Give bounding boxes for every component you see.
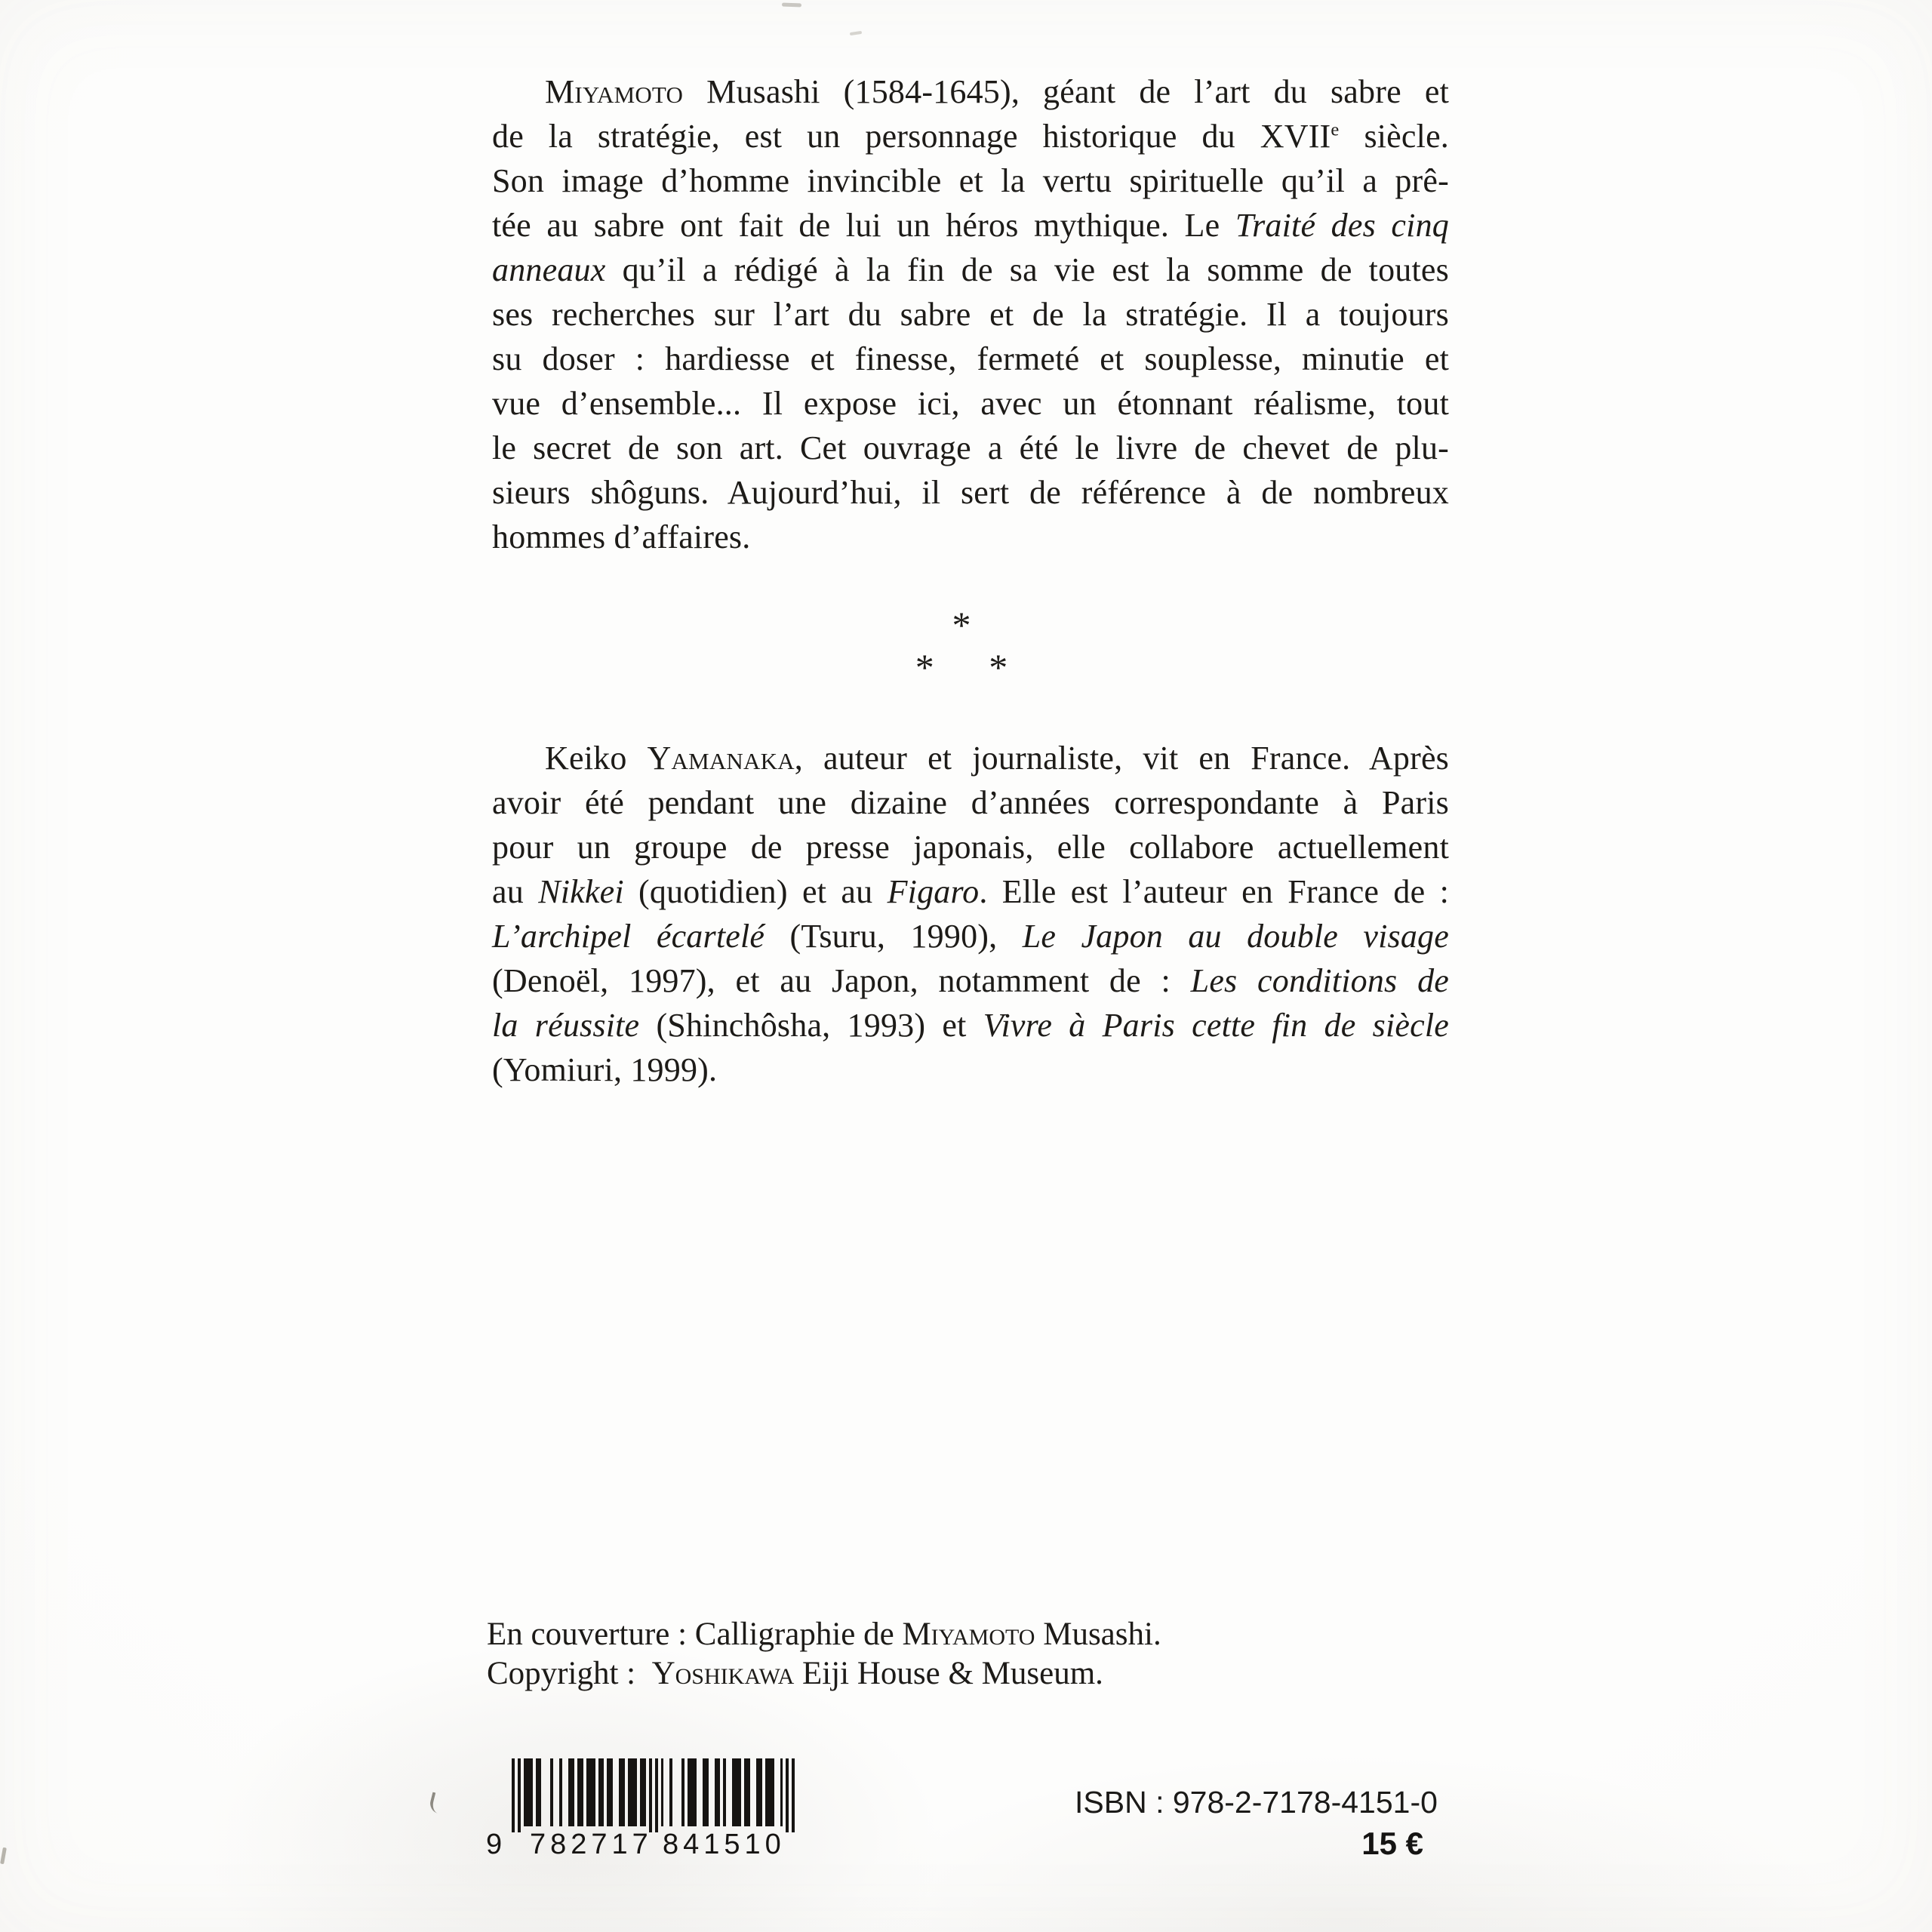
text-segment: Les conditions de <box>1190 962 1449 999</box>
asterisk: * <box>915 646 934 688</box>
barcode-bar <box>568 1758 574 1826</box>
scan-artifact <box>850 31 862 35</box>
barcode-bar <box>655 1758 658 1832</box>
text-line <box>492 470 1449 515</box>
text-line <box>492 158 1449 203</box>
barcode-bar <box>512 1758 515 1832</box>
text-segment: , auteur et journaliste, vit en France. Après <box>794 740 1449 777</box>
separator-row-bottom <box>483 646 1440 688</box>
text-segment: Yoshikawa <box>651 1656 795 1691</box>
text-line <box>492 426 1449 470</box>
text-segment: su doser : hardiesse et finesse, fermeté et souplesse, minutie et <box>492 340 1449 377</box>
text-segment: e <box>1331 119 1340 140</box>
barcode-bar <box>688 1758 697 1826</box>
barcode-bar <box>786 1758 789 1832</box>
text-segment: ses recherches sur l’art du sabre et de la stratégie. Il a toujours <box>492 296 1449 333</box>
text-segment: (Yomiuri, 1999). <box>492 1051 718 1088</box>
text-segment: . Elle est l’auteur en France de : <box>979 873 1450 910</box>
isbn-label: ISBN : 978-2-7178-4151-0 <box>1075 1785 1438 1820</box>
barcode-bar <box>628 1758 637 1826</box>
text-segment: tée au sabre ont fait de lui un héros mythique. Le <box>492 207 1235 244</box>
barcode-bar <box>744 1758 750 1826</box>
barcode-bar <box>619 1758 625 1826</box>
barcode-bar <box>586 1758 595 1826</box>
text-segment: sieurs shôguns. Aujourd’hui, il sert de référence à de nombreux <box>492 474 1449 511</box>
text-segment: Vivre à Paris cette fin de siècle <box>983 1007 1449 1044</box>
barcode-bar <box>649 1758 652 1832</box>
text-line <box>492 292 1449 337</box>
asterisk: * <box>989 646 1008 688</box>
barcode-bar <box>715 1758 721 1826</box>
barcode-bar <box>681 1758 685 1826</box>
text-segment: En couverture : Calligraphie de <box>487 1617 903 1652</box>
barcode-bars <box>512 1758 795 1832</box>
text-segment: L’archipel écartelé <box>492 918 765 955</box>
barcode-bar <box>518 1758 521 1832</box>
barcode-digits-right: 841510 <box>663 1829 786 1860</box>
text-segment: Keiko <box>545 740 648 777</box>
text-segment: au <box>492 873 539 910</box>
text-line <box>492 780 1449 825</box>
text-line <box>492 381 1449 426</box>
text-line <box>487 1654 1543 1694</box>
text-segment: anneaux <box>492 251 606 288</box>
text-segment: pour un groupe de presse japonais, elle collabore actuellement <box>492 829 1449 866</box>
barcode-bar <box>732 1758 741 1826</box>
asterisk: * <box>952 604 971 646</box>
text-line <box>492 869 1449 914</box>
barcode-bar <box>661 1758 664 1826</box>
text-line <box>492 515 1449 559</box>
text-line <box>492 248 1449 292</box>
text-segment: vue d’ensemble... Il expose ici, avec un étonnant réalisme, tout <box>492 385 1449 422</box>
barcode-bar <box>524 1758 533 1826</box>
ean13-barcode <box>486 1758 795 1860</box>
barcode-bar <box>765 1758 774 1826</box>
text-segment: hommes d’affaires. <box>492 518 751 555</box>
text-segment: qu’il a rédigé à la fin de sa vie est la somme de toutes <box>605 251 1449 288</box>
barcode-bar <box>598 1758 605 1826</box>
price-label: 15 € <box>1361 1826 1423 1861</box>
scan-artifact <box>428 1792 445 1814</box>
text-segment: Musashi (1584-1645), géant de l’art du sabre et <box>683 73 1449 110</box>
text-segment: siècle. <box>1339 118 1449 155</box>
text-line <box>492 1003 1449 1048</box>
scan-artifact <box>782 3 801 8</box>
text-line <box>492 1048 1449 1092</box>
text-segment: Le Japon au double visage <box>1022 918 1449 955</box>
text-segment: Figaro <box>887 873 980 910</box>
barcode-digits-left: 782717 <box>530 1829 653 1860</box>
about-musashi-paragraph <box>492 69 1449 559</box>
text-segment: la réussite <box>492 1007 640 1044</box>
text-line <box>492 958 1449 1003</box>
separator-row-top <box>483 604 1440 646</box>
text-segment: (Tsuru, 1990), <box>764 918 1023 955</box>
text-line <box>492 69 1449 114</box>
text-segment: Miyamoto <box>902 1617 1035 1652</box>
text-line <box>492 203 1449 248</box>
text-segment: Eiji House & Museum. <box>794 1656 1103 1691</box>
text-line <box>492 825 1449 869</box>
text-segment: Nikkei <box>538 873 624 910</box>
text-segment: Musashi. <box>1035 1617 1161 1652</box>
scan-artifact <box>0 1847 7 1865</box>
barcode-bar <box>607 1758 613 1826</box>
barcode-bar <box>669 1758 672 1826</box>
barcode-bar <box>703 1758 709 1826</box>
text-segment: avoir été pendant une dizaine d’années correspondante à Paris <box>492 784 1449 821</box>
text-segment: Miyamoto <box>545 73 684 110</box>
about-yamanaka-paragraph <box>492 736 1449 1092</box>
text-line <box>492 114 1449 158</box>
text-segment: (quotidien) et au <box>623 873 888 910</box>
text-segment: Copyright : <box>487 1656 652 1691</box>
text-segment: Yamanaka <box>647 740 795 777</box>
text-line <box>492 914 1449 958</box>
barcode-bar <box>577 1758 583 1826</box>
barcode-bar <box>780 1758 783 1826</box>
barcode-bar <box>792 1758 795 1832</box>
barcode-bar <box>559 1758 562 1826</box>
text-segment: Traité des cinq <box>1235 207 1449 244</box>
text-line <box>487 1615 1543 1654</box>
text-segment: Son image d’homme invincible et la vertu spirituelle qu’il a prê- <box>492 162 1449 199</box>
text-segment: (Shinchôsha, 1993) et <box>639 1007 983 1044</box>
text-segment: (Denoël, 1997), et au Japon, notamment de : <box>492 962 1191 999</box>
barcode-bar <box>536 1758 542 1826</box>
barcode-bar <box>756 1758 762 1826</box>
barcode-digit-first: 9 <box>486 1829 503 1860</box>
text-segment: le secret de son art. Cet ouvrage a été le livre de chevet de plu- <box>492 429 1449 466</box>
text-segment: de la stratégie, est un personnage historique du XVII <box>492 118 1331 155</box>
barcode-bar <box>640 1758 646 1826</box>
text-line <box>492 736 1449 780</box>
barcode-bar <box>550 1758 553 1826</box>
cover-credits <box>487 1615 1543 1694</box>
barcode-bar <box>723 1758 726 1826</box>
text-line <box>492 337 1449 381</box>
